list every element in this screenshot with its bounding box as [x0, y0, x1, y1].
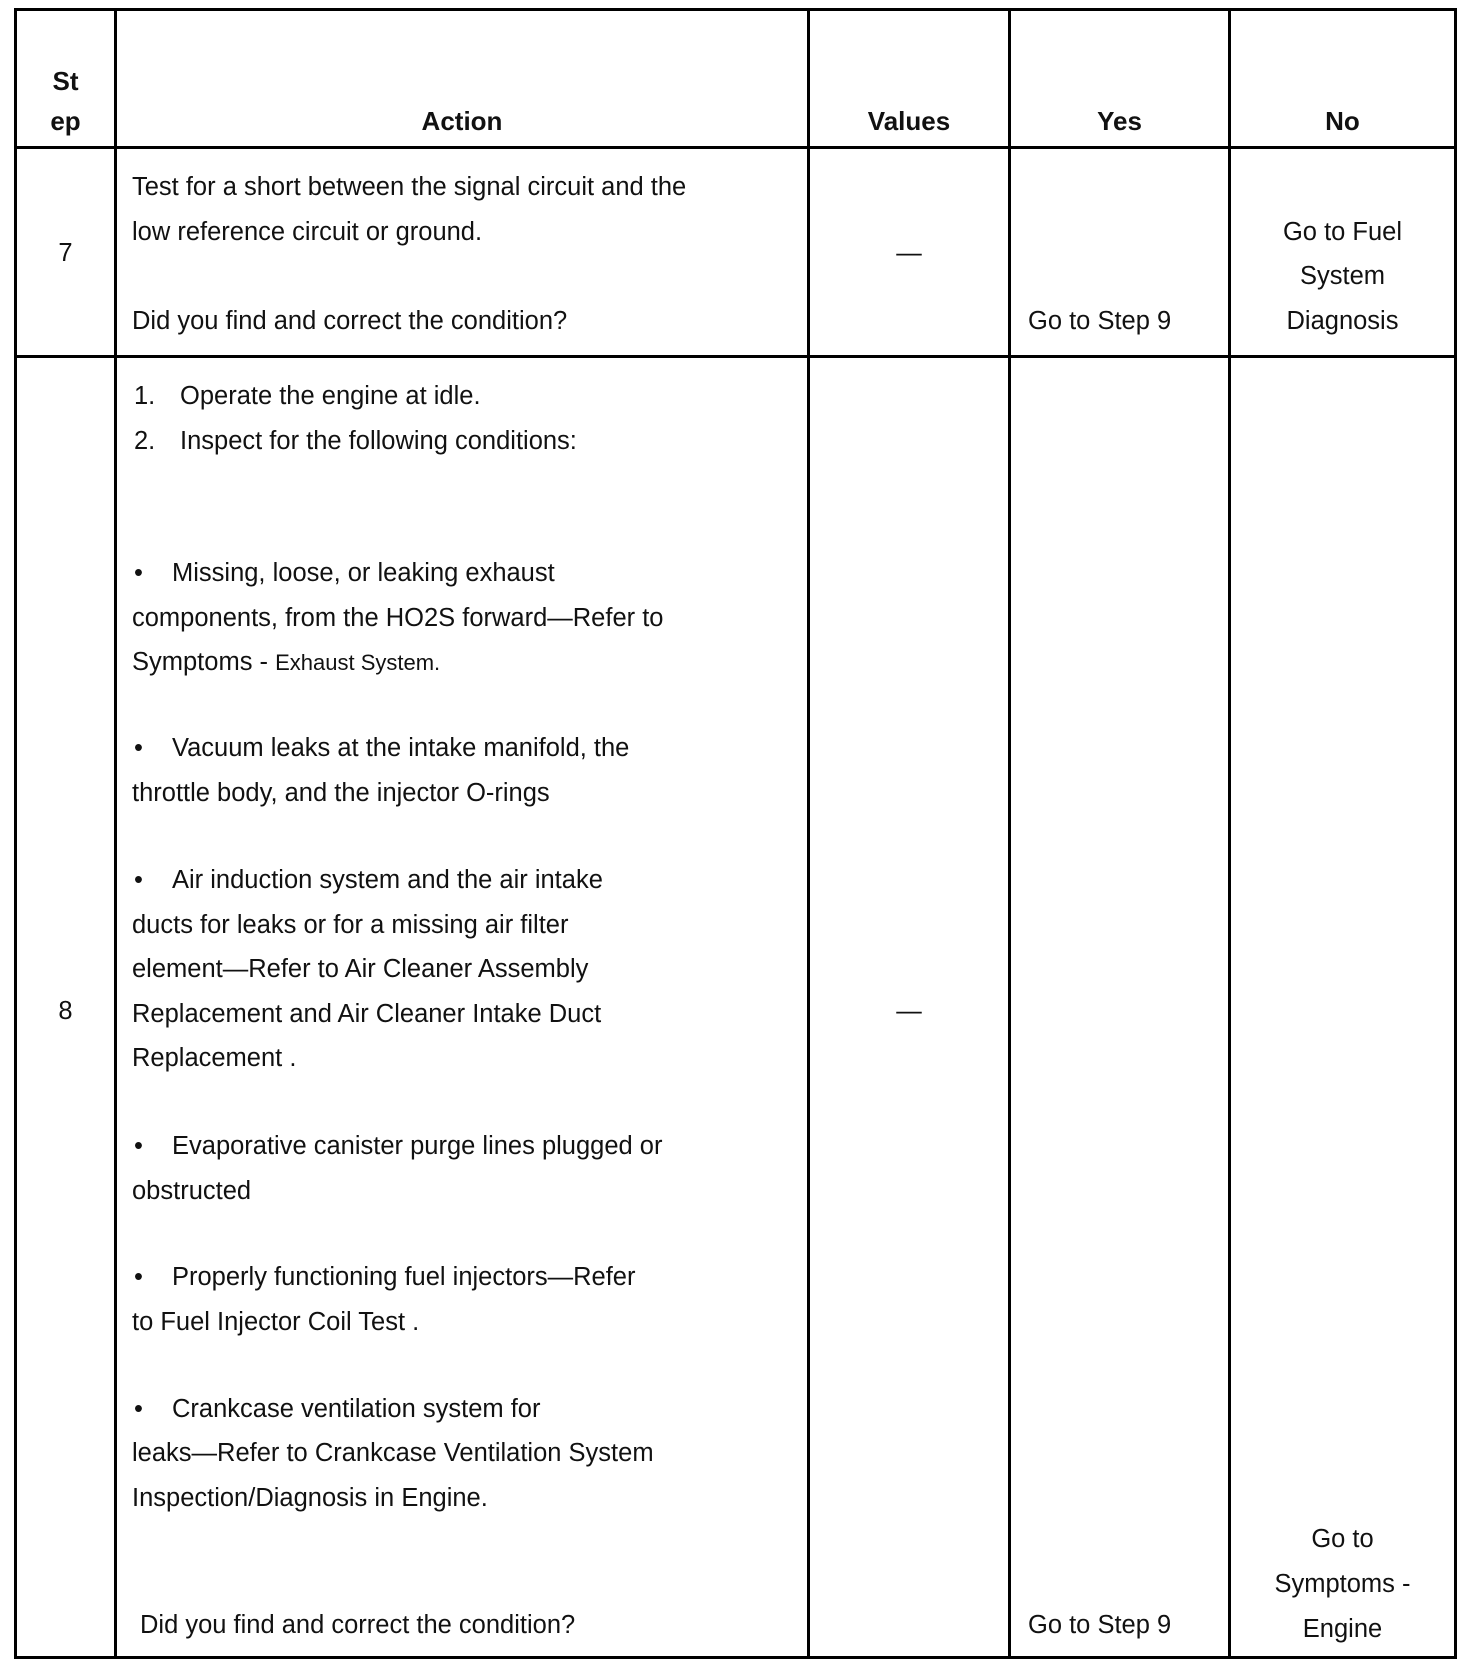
row8-no-line3: Engine	[1302, 1615, 1383, 1643]
bullet-6-line1: Crankcase ventilation system for	[172, 1395, 541, 1423]
column-divider-step	[114, 8, 117, 1659]
bullet-3-line2: ducts for leaks or for a missing air filter	[132, 911, 569, 939]
bullet-3-marker: •	[134, 866, 143, 894]
bullet-4-line2: obstructed	[132, 1177, 252, 1205]
list-item-1-text: Operate the engine at idle.	[180, 382, 481, 410]
bullet-6-marker: •	[134, 1395, 143, 1423]
row8-yes: Go to Step 9	[1028, 1611, 1172, 1639]
row7-no-line1: Go to Fuel	[1282, 218, 1403, 246]
row8-no-line2: Symptoms -	[1274, 1570, 1411, 1598]
row7-yes: Go to Step 9	[1028, 307, 1172, 335]
column-divider-values	[1008, 8, 1011, 1659]
row8-question: Did you find and correct the condition?	[140, 1611, 576, 1639]
column-divider-yes	[1228, 8, 1231, 1659]
header-action: Action	[421, 106, 503, 136]
bullet-3-line5: Replacement .	[132, 1044, 297, 1072]
bullet-6-line3: Inspection/Diagnosis in Engine.	[132, 1484, 488, 1512]
table-border-top	[14, 8, 1457, 11]
row7-action-line2: low reference circuit or ground.	[132, 218, 483, 246]
bullet-2-marker: •	[134, 734, 143, 762]
row7-step: 7	[58, 239, 73, 267]
table-border-right	[1454, 8, 1457, 1659]
header-values: Values	[867, 106, 951, 136]
bullet-1-line3-text: Symptoms -	[132, 648, 276, 676]
row7-question: Did you find and correct the condition?	[132, 307, 568, 335]
bullet-5-line1: Properly functioning fuel injectors—Refer	[172, 1263, 636, 1291]
row7-no-line3: Diagnosis	[1286, 307, 1399, 335]
bullet-1-marker: •	[134, 559, 143, 587]
table-border-bottom	[14, 1656, 1457, 1659]
list-item-1-number: 1.	[134, 382, 156, 410]
bullet-3-line4: Replacement and Air Cleaner Intake Duct	[132, 1000, 602, 1028]
row7-action-line1: Test for a short between the signal circuit and the	[132, 173, 687, 201]
row7-no-line2: System	[1299, 262, 1386, 290]
bullet-5-line2: to Fuel Injector Coil Test .	[132, 1308, 420, 1336]
bullet-2-line2: throttle body, and the injector O-rings	[132, 779, 550, 807]
bullet-3-line3: element—Refer to Air Cleaner Assembly	[132, 955, 589, 983]
header-step-line1: St	[52, 66, 79, 96]
bullet-1-line2: components, from the HO2S forward—Refer to	[132, 604, 664, 632]
header-yes: Yes	[1097, 106, 1142, 136]
bullet-1-line1: Missing, loose, or leaking exhaust	[172, 559, 555, 587]
header-step-line2: ep	[50, 106, 81, 136]
exhaust-system-link: Exhaust System.	[275, 650, 441, 675]
row8-no-line1: Go to	[1311, 1525, 1374, 1553]
row-divider	[14, 355, 1457, 358]
bullet-2-line1: Vacuum leaks at the intake manifold, the	[172, 734, 630, 762]
bullet-5-marker: •	[134, 1263, 143, 1291]
bullet-4-marker: •	[134, 1132, 143, 1160]
header-no: No	[1325, 106, 1360, 136]
list-item-2-number: 2.	[134, 427, 156, 455]
list-item-2-text: Inspect for the following conditions:	[180, 427, 577, 455]
row8-step: 8	[58, 997, 73, 1025]
row8-value: —	[896, 997, 922, 1025]
bullet-6-line2: leaks—Refer to Crankcase Ventilation System	[132, 1439, 654, 1467]
header-divider	[14, 146, 1457, 149]
bullet-3-line1: Air induction system and the air intake	[172, 866, 603, 894]
bullet-1-line3	[132, 647, 440, 678]
bullet-4-line1: Evaporative canister purge lines plugged or	[172, 1132, 663, 1160]
row7-value: —	[896, 239, 922, 267]
